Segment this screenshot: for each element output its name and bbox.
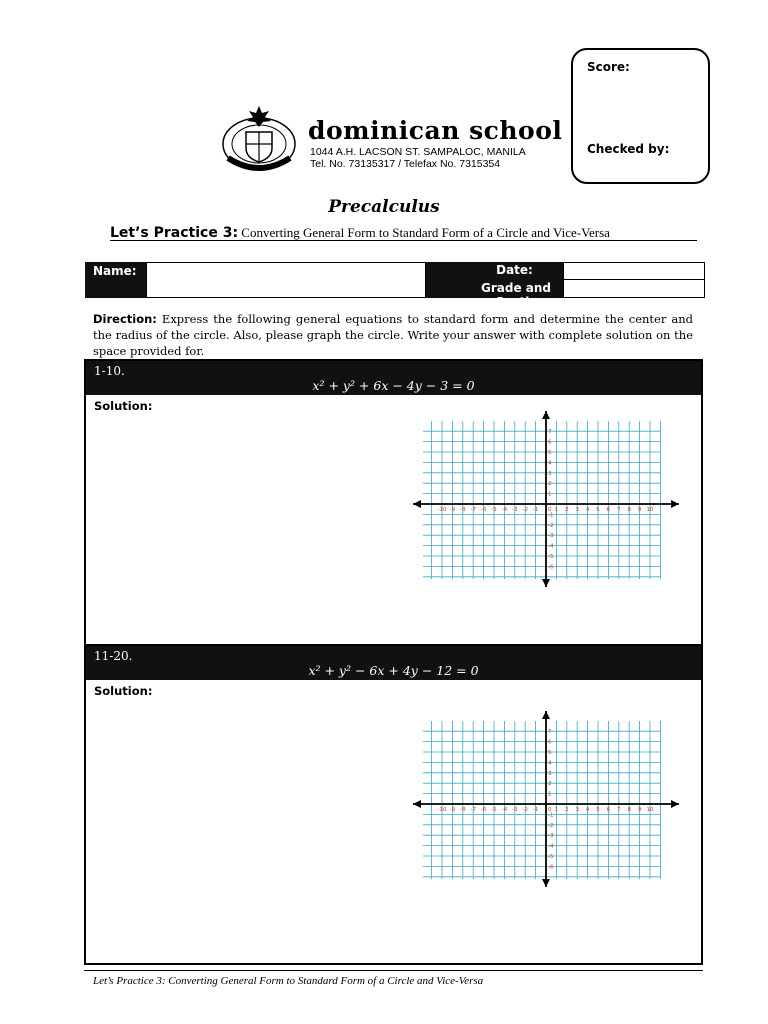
x-tick-label: 3	[575, 807, 579, 813]
x-tick-label: -9	[449, 507, 456, 513]
y-tick-label: 1	[548, 491, 552, 498]
school-name: dominican school	[308, 116, 563, 145]
footer-rule	[84, 970, 703, 971]
x-tick-label: -8	[460, 507, 466, 513]
problem-2-header	[86, 646, 701, 680]
footer-text: Let’s Practice 3: Converting General Form to Standard Form of a Circle and Vice-Versa	[93, 975, 484, 987]
subject-title: Precalculus	[328, 197, 440, 217]
x-tick-label: 6	[606, 507, 611, 513]
x-tick-label: -10	[437, 807, 447, 813]
y-tick-label: 7	[548, 729, 552, 736]
y-tick-label: 3	[548, 470, 552, 477]
x-tick-label: -7	[470, 507, 476, 513]
student-info-table	[85, 262, 705, 309]
y-tick-label: -3	[548, 833, 554, 840]
y-tick-label: 3	[548, 770, 552, 777]
y-tick-label: 2	[548, 481, 552, 488]
y-axis-arrow-down	[542, 879, 550, 887]
x-axis-arrow-left	[413, 500, 421, 508]
problem-2-solution-label: Solution:	[94, 684, 153, 698]
direction-label: Direction:	[93, 312, 157, 326]
x-tick-label: 4	[585, 507, 590, 513]
y-tick-label: 6	[548, 739, 552, 746]
score-box	[571, 48, 710, 184]
y-tick-label: 4	[548, 760, 552, 767]
y-tick-label: -1	[548, 812, 554, 819]
practice-title-bold: Let’s Practice 3:	[110, 225, 239, 241]
y-tick-label: -5	[548, 554, 554, 560]
y-tick-label: 6	[548, 439, 552, 446]
coordinate-grid-1[interactable]	[411, 409, 681, 589]
x-tick-label: -1	[532, 807, 539, 813]
score-label: Score:	[587, 60, 630, 74]
problem-1-equation: x² + y² + 6x − 4y − 3 = 0	[312, 378, 475, 393]
x-tick-label: -2	[522, 507, 528, 513]
problems-frame	[84, 359, 703, 965]
x-tick-label: 5	[596, 507, 600, 513]
y-axis-arrow-up	[542, 411, 550, 419]
direction-body: Express the following general equations to standard form and determine the center and the radius of the circle. Also, please graph the circle. Write your answer with complete solution on the space provided for.	[93, 312, 693, 358]
x-tick-label: 8	[627, 507, 631, 513]
y-axis-arrow-down	[542, 579, 550, 587]
checked-by-label: Checked by:	[587, 142, 670, 156]
date-label: Date:	[426, 262, 563, 280]
date-field[interactable]	[563, 262, 705, 280]
x-tick-label: -9	[449, 807, 456, 813]
x-tick-label: 3	[575, 507, 579, 513]
y-tick-label: 1	[548, 791, 552, 798]
x-tick-label: 5	[596, 807, 600, 813]
problem-2-equation: x² + y² − 6x + 4y − 12 = 0	[308, 663, 479, 678]
y-tick-label: -1	[548, 512, 554, 519]
direction-text	[93, 311, 693, 359]
x-tick-label: 1	[554, 807, 559, 813]
x-tick-label: 8	[627, 807, 631, 813]
y-tick-label: -4	[548, 843, 554, 850]
origin-label: 0	[548, 507, 552, 513]
x-tick-label: 6	[606, 807, 611, 813]
x-tick-label: -5	[491, 807, 497, 813]
y-tick-label: 4	[548, 460, 552, 467]
x-tick-label: -8	[460, 807, 466, 813]
x-tick-label: -1	[532, 507, 539, 513]
y-tick-label: -5	[548, 854, 554, 860]
x-tick-label: 9	[637, 507, 642, 513]
problem-2-number: 11-20.	[94, 649, 133, 663]
problem-1-header	[86, 361, 701, 395]
y-tick-label: -6	[548, 564, 554, 571]
y-tick-label: 5	[548, 750, 552, 756]
problem-1-solution-label: Solution:	[94, 399, 153, 413]
x-tick-label: -3	[512, 507, 518, 513]
y-axis-arrow-up	[542, 711, 550, 719]
practice-title-text: Converting General Form to Standard Form of a Circle and Vice-Versa	[238, 225, 610, 240]
y-tick-label: -2	[548, 822, 554, 829]
y-tick-label: 7	[548, 429, 552, 436]
grade-section-field[interactable]	[563, 280, 705, 298]
x-tick-label: 7	[617, 507, 621, 513]
y-tick-label: 2	[548, 781, 552, 788]
x-tick-label: -3	[512, 807, 518, 813]
x-tick-label: -10	[437, 507, 447, 513]
school-address: 1044 A.H. LACSON ST. SAMPALOC, MANILA	[310, 146, 526, 158]
problem-1-number: 1-10.	[94, 364, 125, 378]
practice-title	[110, 222, 697, 241]
name-label: Name:	[85, 262, 146, 298]
x-axis-arrow-right	[671, 500, 679, 508]
x-tick-label: -6	[480, 807, 487, 813]
x-tick-label: 2	[565, 507, 569, 513]
x-tick-label: 10	[646, 807, 654, 813]
x-axis-arrow-right	[671, 800, 679, 808]
x-axis-arrow-left	[413, 800, 421, 808]
x-tick-label: 10	[646, 507, 654, 513]
y-tick-label: -4	[548, 543, 554, 550]
y-tick-label: 5	[548, 450, 552, 456]
x-tick-label: -5	[491, 507, 497, 513]
y-tick-label: -2	[548, 522, 554, 529]
x-tick-label: 7	[617, 807, 621, 813]
coordinate-grid-2[interactable]	[411, 709, 681, 889]
x-tick-label: -7	[470, 807, 476, 813]
x-tick-label: -2	[522, 807, 528, 813]
y-tick-label: -6	[548, 864, 554, 871]
x-tick-label: 2	[565, 807, 569, 813]
x-tick-label: 9	[637, 807, 642, 813]
x-tick-label: 1	[554, 507, 559, 513]
x-tick-label: -6	[480, 507, 487, 513]
y-tick-label: -3	[548, 533, 554, 540]
school-telephone: Tel. No. 73135317 / Telefax No. 7315354	[310, 158, 501, 170]
x-tick-label: 4	[585, 807, 590, 813]
grade-section-label: Grade and Section:	[426, 280, 563, 298]
x-tick-label: -4	[501, 507, 508, 513]
origin-label: 0	[548, 807, 552, 813]
x-tick-label: -4	[501, 807, 508, 813]
school-seal-logo	[218, 106, 300, 176]
name-field[interactable]	[146, 262, 426, 298]
